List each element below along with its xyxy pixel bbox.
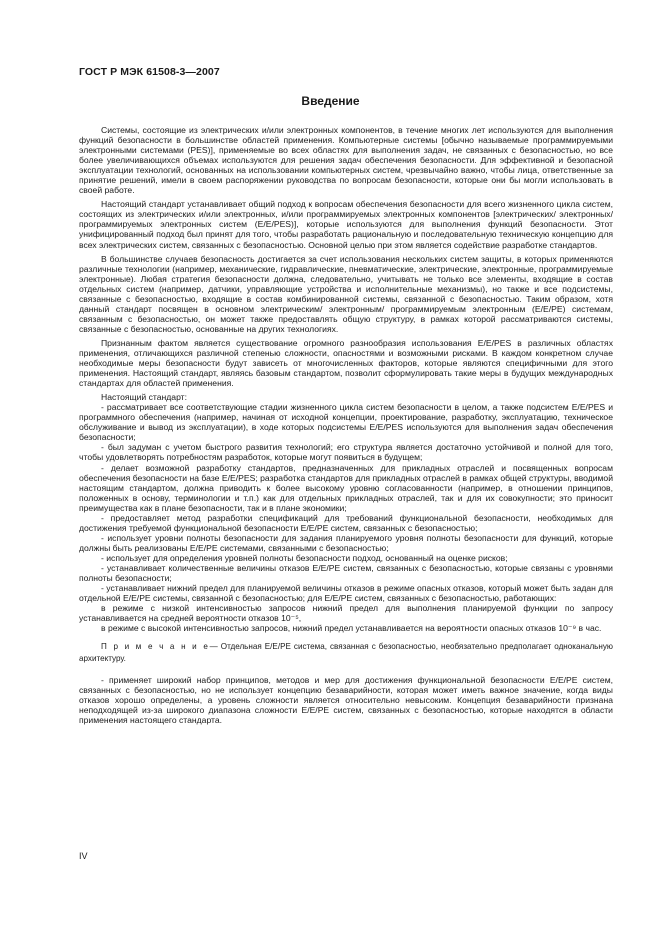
list-item-failure-values: - устанавливает количественные величины отказов E/E/PE систем, связанных с безопасностью, которые связаны с уровнями полноты безопасности; (79, 562, 613, 584)
list-item-principles: - применяет широкий набор принципов, методов и мер для достижения функциональной безопасности E/E/PE систем, связанных с безопасностью, но не использует концепцию безаварийности, которая может иметь важное значение, когда виды отказов хорошо определены, а уровень сложности является относительно невысоким. Концепция безаварийности признана неподходящей из-за широкого диапазона сложности E/E/PE систем, связанных с безопасностью, которые находятся в области применения настоящего стандарта. (79, 675, 613, 726)
paragraph-approach: Настоящий стандарт устанавливает общий подход к вопросам обеспечения безопасности для всего жизненного цикла систем, состоящих из электрических и/или электронных, и/или программируемых электронных компонентов [электрических/ электронных/программируемых электронных систем (E/E/PES)], которые используются для выполнения функций безопасности. Этот унифицированный подход был принят для того, чтобы разработать рациональную и последовательную техническую концепцию для всех электрических систем, связанных с безопасностью. Основной целью при этом является содействие разработке стандартов. (79, 199, 613, 250)
section-title: Введение (301, 94, 360, 108)
list-item-lifecycle: - рассматривает все соответствующие стадии жизненного цикла систем безопасности в целом, а также подсистем E/E/PES и программного обеспечения (например, начиная от исходной концепции, проектирование, разработку, эксплуатацию, техническое обслуживание и вывод из эксплуатации), в ходе которых подсистемы E/E/PES используются для выполнения задач обеспечения безопасности; (79, 402, 613, 443)
paragraph-variety: Признанным фактом является существование огромного разнообразия использования E/E/PES в различных областях применения, отличающихся различной степенью сложности, опасностями и возможными рисками. В каждом конкретном случае необходимые меры безопасности будут зависеть от многочисленных факторов, которые являются специфичными для этого применения. Настоящий стандарт, являясь базовым стандартом, позволит сформулировать такие меры в будущих международных стандартах для областей применения. (79, 337, 613, 389)
list-item-low-demand: в режиме с низкой интенсивностью запросов нижний предел для выполнения планируемой функции по запросу устанавливается на средней вероятности отказов 10⁻⁵, (79, 603, 613, 624)
note-block (79, 641, 613, 665)
note-label: П р и м е ч а н и е (101, 642, 210, 652)
list-item-high-demand: в режиме с высокой интенсивностью запросов, нижний предел устанавливается на вероятности опасных отказов 10⁻⁹ в час. (101, 623, 602, 634)
paragraph-protection: В большинстве случаев безопасность достигается за счет использования нескольких систем защиты, в которых применяются различные технологии (например, механические, гидравлические, пневматические, электрические, электронные, программируемые электронные). Любая стратегия безопасности должна, следовательно, учитывать не только все элементы, входящие в состав отдельных систем (например, датчики, управляющие устройства и исполнительные механизмы), но также и все подсистемы, связанные с безопасностью, входящие в состав комбинированной системы, связанной с безопасностью. Таким образом, хотя данный стандарт посвящен в основном электрическим/ электронным/ программируемым электронным (E/E/PE) системам, связанным с безопасностью, он может также предоставлять общую структуру, в рамках которой рассматриваются системы, связанные с безопасностью, основанные на других технологиях. (79, 253, 613, 334)
paragraph-standard-lead: Настоящий стандарт: (101, 392, 187, 403)
note-text: — Отдельная E/E/PE система, связанная с безопасностью, необязательно предполагает одноканальную архитектуру. (79, 642, 613, 664)
standard-header: ГОСТ Р МЭК 61508-3—2007 (79, 66, 220, 78)
list-item-technology: - был задуман с учетом быстрого развития технологий; его структура является достаточно устойчивой и полной для того, чтобы удовлетворять потребностям разработок, которые могут появиться в будущем; (79, 442, 613, 463)
paragraph-intro: Системы, состоящие из электрических и/или электронных компонентов, в течение многих лет используются для выполнения функций безопасности в большинстве областей применения. Компьютерные системы [обычно называемые программируемыми электронными системами (PES)], применяемые во всех областях для выполнения задач, не связанных с безопасностью, но все более увеличивающихся объемах используются для решения задач обеспечения безопасности. Для эффективной и безопасной эксплуатации технологий, основанных на использовании компьютерных систем, чрезвычайно важно, чтобы лица, ответственные за принятие решений, имели в своем распоряжении руководства по вопросам безопасности, которые они бы могли использовать в своей работе. (79, 125, 613, 196)
list-item-lower-limit: - устанавливает нижний предел для планируемой величины отказов в режиме опасных отказов, который может быть задан для отдельной E/E/PE системы, связанной с безопасностью; для E/E/PE систем, связанных с безопасностью, работающих: (79, 583, 613, 604)
page-number: IV (79, 851, 88, 861)
list-item-specification: - предоставляет метод разработки спецификаций для требований функциональной безопасности, необходимых для достижения требуемой функциональной безопасности E/E/PE систем, связанных с безопасностью; (79, 512, 613, 533)
list-item-sil: - использует уровни полноты безопасности для задания планируемого уровня полноты безопасности для функций, которые должны быть реализованы E/E/PE системами, связанными с безопасностью; (79, 532, 613, 553)
list-item-risk: - использует для определения уровней полноты безопасности подход, основанный на оценке рисков; (101, 552, 508, 563)
list-item-sector-standards: - делает возможной разработку стандартов, предназначенных для прикладных отраслей и посвященных вопросам обеспечения безопасности на базе E/E/PES; разработка стандартов для прикладных отраслей в рамках общей структуры, вводимой настоящим стандартом, должна приводить к более высокому уровню согласованности (например, в отношении принципов, положенных в основу, терминологии и т.п.) как для отдельных прикладных отраслей, так и для их совокупности; это приносит преимущества как в плане безопасности, так и в плане экономики; (79, 462, 613, 513)
document-body (79, 125, 613, 726)
